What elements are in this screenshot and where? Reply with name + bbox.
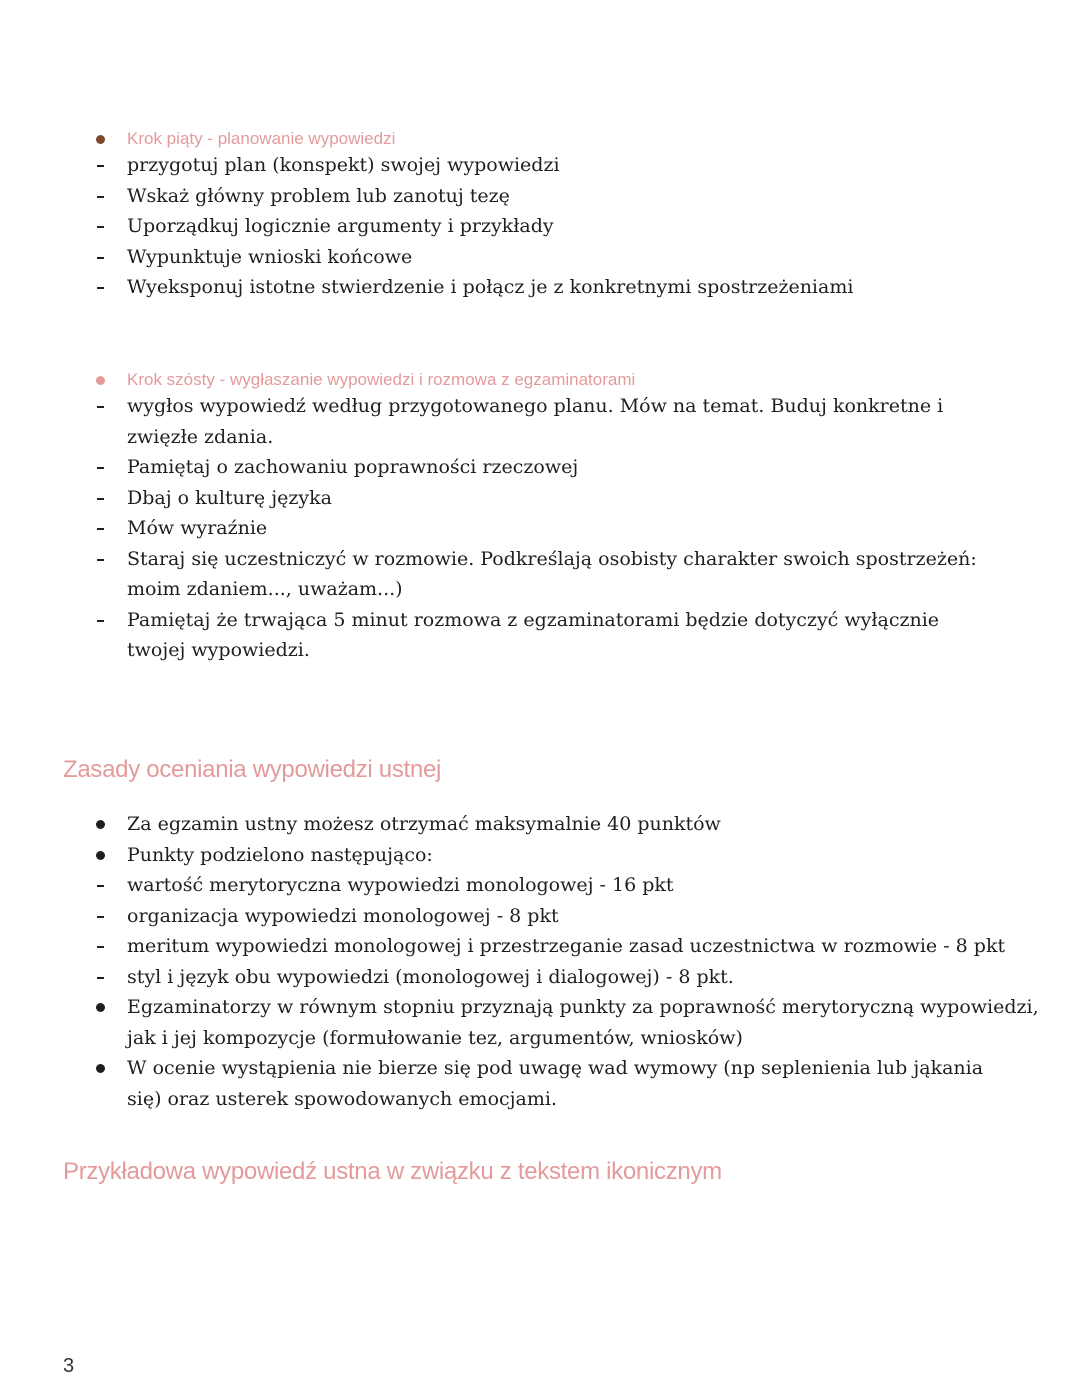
list-item: Wskaż główny problem lub zanotuj tezę xyxy=(127,184,510,207)
step-six-heading-text: Krok szósty - wygłaszanie wypowiedzi i rozmowa z egzaminatorami xyxy=(127,370,636,389)
list-item: Wyeksponuj istotne stwierdzenie i połącz je z konkretnymi spostrzeżeniami xyxy=(127,276,854,298)
list-item: wartość merytoryczna wypowiedzi monologowej - 16 pkt xyxy=(127,874,674,896)
list-item: Pamiętaj o zachowaniu poprawności rzeczowej xyxy=(127,456,579,478)
step-five-bullet-icon xyxy=(96,135,105,144)
list-item: wygłos wypowiedź według przygotowanego planu. Mów na temat. Buduj konkretne i zwięzłe zdania. xyxy=(127,395,944,448)
example-title: Przykładowa wypowiedź ustna w związku z tekstem ikonicznym xyxy=(63,1158,722,1185)
list-item: Staraj się uczestniczyć w rozmowie. Podkreślają osobisty charakter swoich spostrzeżeń: moim zdaniem..., uważam...) xyxy=(127,547,977,600)
step-six-section xyxy=(0,369,1080,666)
list-item: Mów wyraźnie xyxy=(127,517,268,539)
step-five-heading xyxy=(0,128,1080,150)
list-item: Wypunktuje wnioski końcowe xyxy=(127,245,413,268)
step-six-list xyxy=(0,391,1080,666)
list-item: przygotuj plan (konspekt) swojej wypowiedzi xyxy=(127,154,560,176)
step-five-list xyxy=(0,150,1080,303)
step-five-heading-text: Krok piąty - planowanie wypowiedzi xyxy=(127,129,396,148)
list-item: organizacja wypowiedzi monologowej - 8 pkt xyxy=(127,904,559,927)
list-item: Punkty podzielono następująco: xyxy=(127,843,433,866)
list-item: Dbaj o kulturę języka xyxy=(127,486,332,509)
grading-section xyxy=(0,809,1080,1114)
list-item: meritum wypowiedzi monologowej i przestrzeganie zasad uczestnictwa w rozmowie - 8 pkt xyxy=(127,935,1006,957)
list-item: styl i język obu wypowiedzi (monologowej i dialogowej) - 8 pkt. xyxy=(127,965,734,988)
grading-list xyxy=(0,809,1080,1114)
step-six-bullet-icon xyxy=(96,376,105,385)
step-five-section xyxy=(0,128,1080,303)
list-item: Pamiętaj że trwająca 5 minut rozmowa z egzaminatorami będzie dotyczyć wyłącznie twojej wypowiedzi. xyxy=(127,608,940,661)
step-six-heading xyxy=(0,369,1080,391)
list-item: Egzaminatorzy w równym stopniu przyznają punkty za poprawność merytoryczną wypowiedzi, jak i jej kompozycje (formułowanie tez, argumentów, wniosków) xyxy=(127,996,1039,1049)
grading-title: Zasady oceniania wypowiedzi ustnej xyxy=(63,756,442,783)
list-item: Uporządkuj logicznie argumenty i przykłady xyxy=(127,215,554,237)
list-item: W ocenie wystąpienia nie bierze się pod uwagę wad wymowy (np seplenienia lub jąkania się) oraz usterek spowodowanych emocjami. xyxy=(127,1057,984,1110)
page-number: 3 xyxy=(63,1355,75,1377)
list-item: Za egzamin ustny możesz otrzymać maksymalnie 40 punktów xyxy=(127,813,721,835)
